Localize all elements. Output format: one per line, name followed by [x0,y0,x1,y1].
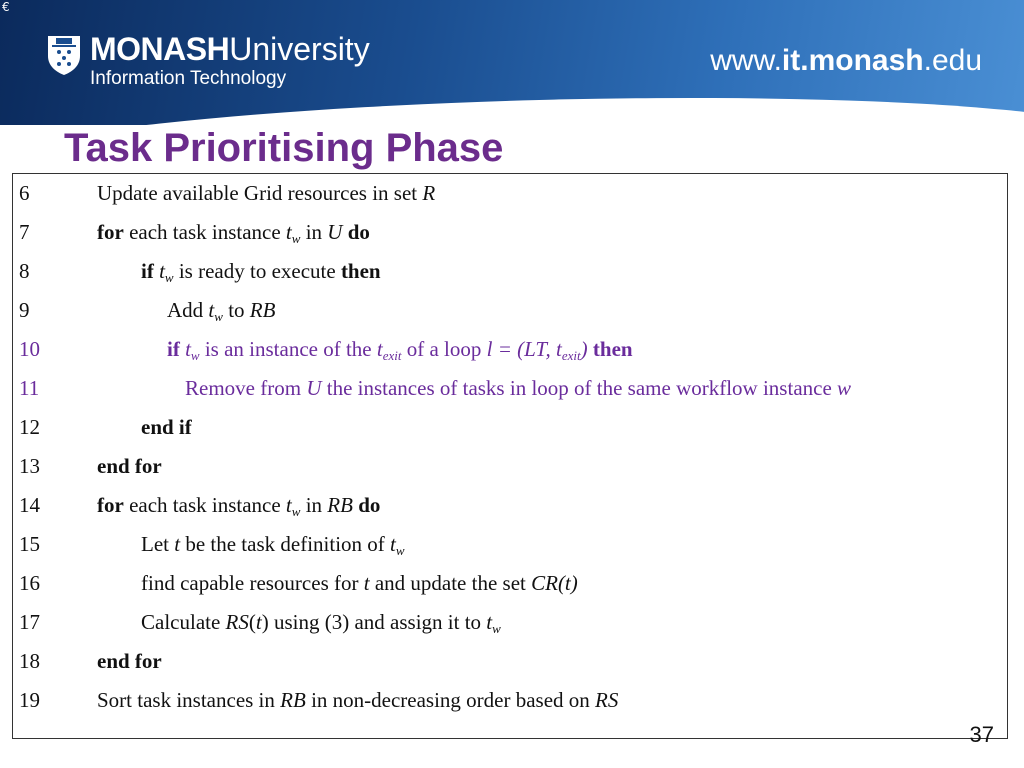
monash-crest-icon [46,34,82,76]
line-number: 14 [19,493,40,517]
algo-line [13,642,1007,681]
page-number: 37 [969,722,994,747]
line-text: if $t_w$ is ready to execute then [141,259,381,285]
algo-line [13,681,1007,720]
algo-line [13,408,1007,447]
corner-mark: € [2,0,10,14]
site-url: www.it.monash.edu [710,44,982,77]
line-text: for each task instance $t_w$ in U do [97,220,370,246]
line-text: Remove from U the instances of tasks in loop of the same workflow instance w [185,376,852,400]
algo-line [13,603,1007,642]
line-number: 10 [19,337,40,361]
line-number: 15 [19,532,40,556]
header-banner [0,0,1024,125]
algo-line [13,525,1007,564]
line-number: 19 [19,688,40,712]
algo-line-highlighted [13,330,1007,369]
line-text: Sort task instances in RB in non-decreasing order based on RS [97,688,619,712]
line-text: Update available Grid resources in set R [97,181,436,205]
logo-name-regular: University [229,31,370,67]
line-text: Calculate RS(t) using (3) and assign it to $t_w$ [141,610,501,636]
line-number: 17 [19,610,40,634]
line-text: end for [97,454,162,478]
algo-line [13,252,1007,291]
algo-line-highlighted [13,369,1007,408]
line-text: for each task instance $t_w$ in RB do [97,493,381,519]
line-text: if $t_w$ is an instance of the $t_{exit}$ of a loop l = (LT, $t_{exit}$) then [167,337,633,363]
line-number: 12 [19,415,40,439]
algo-line [13,213,1007,252]
line-number: 6 [19,181,30,205]
line-text: find capable resources for t and update the set CR(t) [141,571,578,595]
line-text: end if [141,415,192,439]
algorithm-box [12,173,1008,739]
logo-name-bold: MONASH [90,31,230,67]
line-number: 7 [19,220,30,244]
line-text: end for [97,649,162,673]
banner-swoosh [0,84,1024,125]
logo-department: Information Technology [90,68,287,89]
line-text: Add $t_w$ to RB [167,298,276,324]
line-number: 11 [19,376,40,400]
line-number: 13 [19,454,40,478]
monash-logo [46,32,370,90]
line-text: Let t be the task definition of $t_w$ [141,532,405,558]
line-number: 18 [19,649,40,673]
algo-line [13,447,1007,486]
algo-line [13,486,1007,525]
line-number: 9 [19,298,30,322]
algo-line [13,174,1007,213]
line-number: 16 [19,571,40,595]
algo-line [13,564,1007,603]
line-number: 8 [19,259,30,283]
algo-line [13,291,1007,330]
page-title: Task Prioritising Phase [64,126,504,170]
